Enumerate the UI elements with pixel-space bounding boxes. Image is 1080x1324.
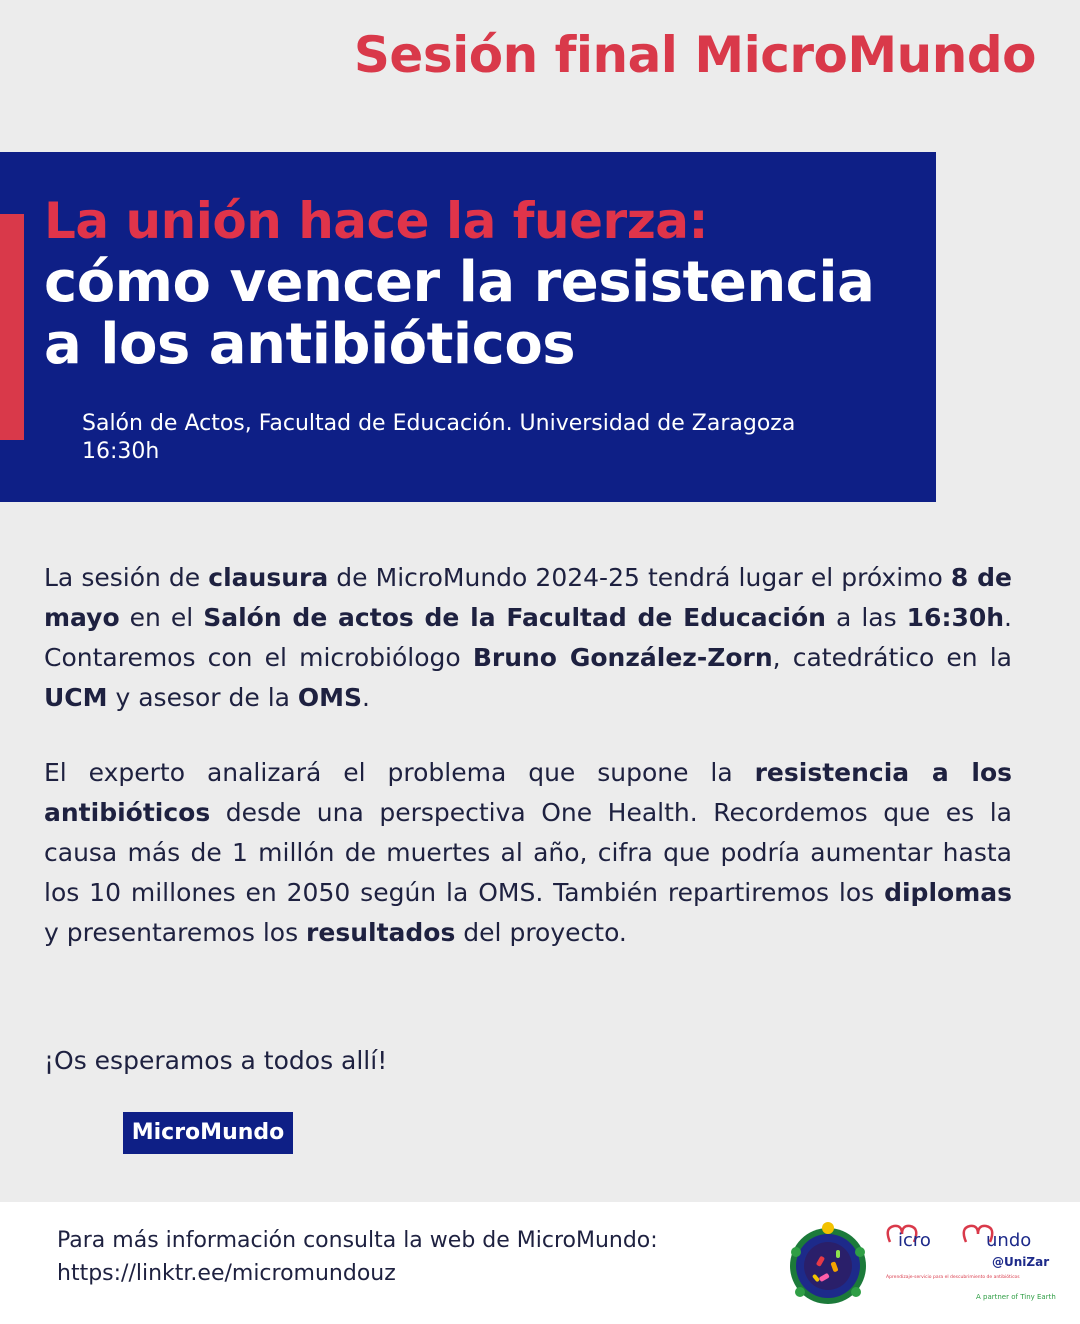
- closing-line: ¡Os esperamos a todos allí!: [44, 1046, 388, 1075]
- text-segment: , catedrático en la: [772, 643, 1012, 672]
- bold-text-segment: UCM: [44, 683, 108, 712]
- logo-tagline: Aprendizaje-servicio para el descubrimiento de antibióticos: [886, 1275, 1020, 1280]
- headline-line-3: a los antibióticos: [44, 312, 576, 377]
- text-segment: y asesor de la: [107, 683, 298, 712]
- bold-text-segment: resistencia a los antibióticos: [44, 758, 1012, 827]
- logo-handle: @UniZar: [992, 1255, 1050, 1269]
- logo-partner: A partner of Tiny Earth: [976, 1293, 1056, 1301]
- bold-text-segment: Bruno González-Zorn: [472, 643, 773, 672]
- text-segment: .: [362, 683, 370, 712]
- bold-text-segment: OMS: [297, 683, 363, 712]
- text-segment: en el: [119, 603, 204, 632]
- bold-text-segment: Salón de actos de la Facultad de Educación: [203, 603, 826, 632]
- text-segment: desde una perspectiva One Health. Recordemos que es la causa más de 1 millón de muertes al año, cifra que podría aumentar hasta los 10 millones en 2050 según la OMS. También repartiremos los: [44, 798, 1012, 907]
- text-segment: y presentaremos los: [44, 918, 307, 947]
- footer-link[interactable]: https://linktr.ee/micromundouz: [57, 1261, 396, 1286]
- micromundo-tag: MicroMundo: [123, 1112, 293, 1154]
- event-headline: [44, 190, 924, 376]
- bold-text-segment: diplomas: [884, 878, 1012, 907]
- page-title: Sesión final MicroMundo: [353, 26, 1036, 84]
- event-venue: Salón de Actos, Facultad de Educación. Universidad de Zaragoza: [82, 411, 796, 436]
- logo-text-1: icro: [898, 1230, 931, 1251]
- paragraph-intro: [44, 558, 1012, 718]
- text-segment: a las: [825, 603, 907, 632]
- banner-accent-bar: [0, 214, 24, 440]
- logo-text-2: undo: [986, 1230, 1032, 1251]
- text-segment: del proyecto.: [455, 918, 627, 947]
- footer-info: [57, 1224, 777, 1290]
- text-segment: El experto analizará el problema que supone la: [44, 758, 755, 787]
- text-segment: . Contaremos con el microbiólogo: [44, 603, 1012, 672]
- bold-text-segment: resultados: [306, 918, 456, 947]
- event-venue-block: [82, 410, 932, 466]
- text-segment: La sesión de: [44, 563, 209, 592]
- footer-info-line: Para más información consulta la web de MicroMundo:: [57, 1228, 658, 1253]
- text-segment: de MicroMundo 2024-25 tendrá lugar el próximo: [328, 563, 951, 592]
- bold-text-segment: 8 de mayo: [44, 563, 1012, 632]
- paragraph-details: [44, 753, 1012, 953]
- event-time: 16:30h: [82, 439, 160, 464]
- bold-text-segment: clausura: [208, 563, 329, 592]
- headline-line-1: La unión hace la fuerza:: [44, 192, 709, 250]
- bold-text-segment: 16:30h: [906, 603, 1005, 632]
- micromundo-globe-icon: [790, 1222, 866, 1304]
- micromundo-logo: [786, 1212, 1056, 1316]
- headline-line-2: cómo vencer la resistencia: [44, 250, 875, 315]
